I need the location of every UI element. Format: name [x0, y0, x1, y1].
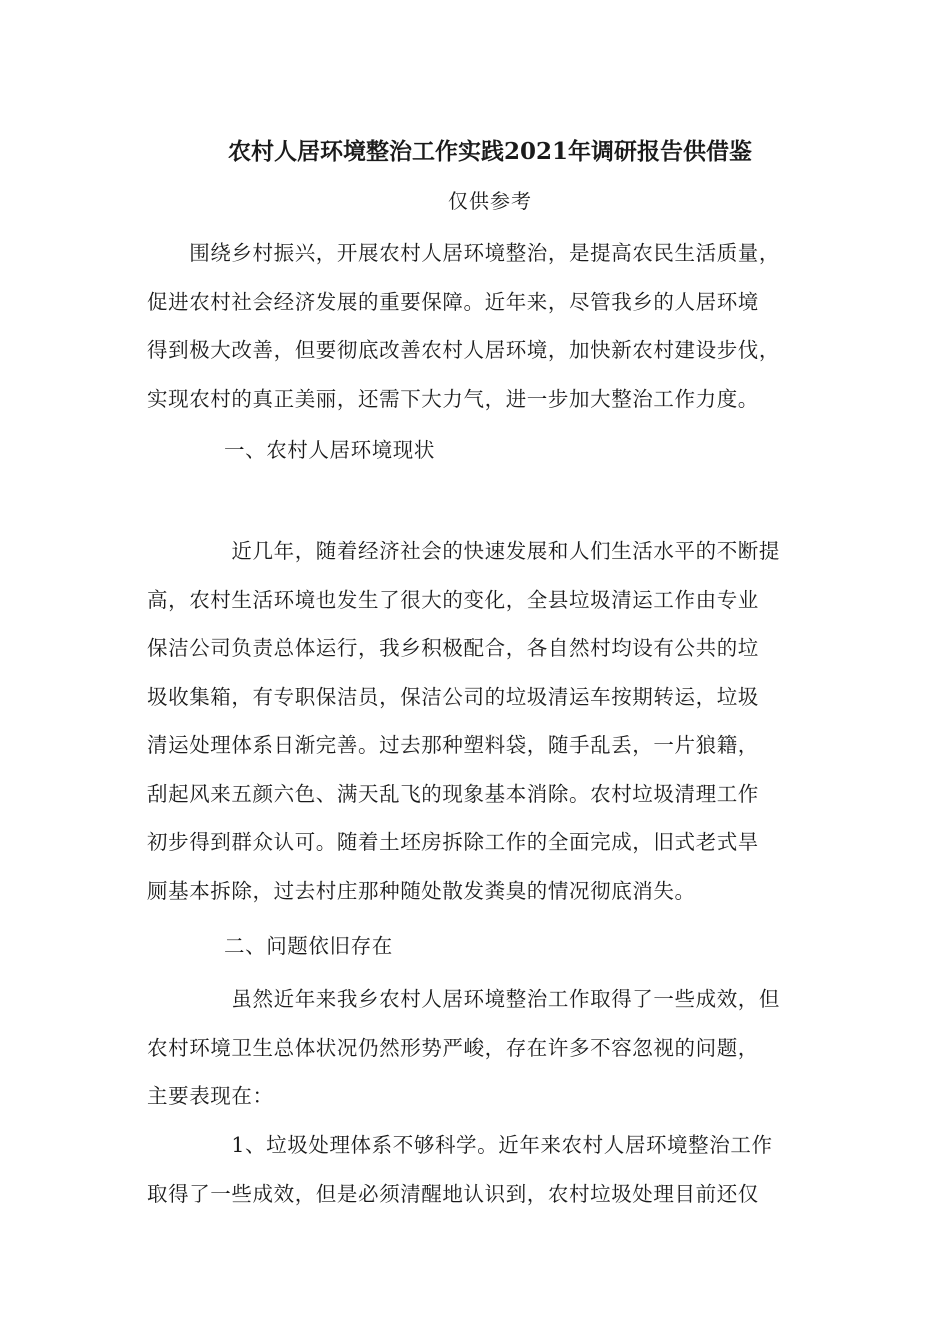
intro-line: 得到极大改善，但要彻底改善农村人居环境，加快新农村建设步伐，: [147, 338, 780, 362]
item1-paragraph: [147, 1121, 807, 1218]
section1-line: 刮起风来五颜六色、满天乱飞的现象基本消除。农村垃圾清理工作: [147, 781, 759, 806]
document-title: 农村人居环境整治工作实践2021年调研报告供借鉴: [227, 138, 752, 165]
section1-paragraph: [147, 527, 807, 915]
item1-line: 1、垃圾处理体系不够科学。近年来农村人居环境整治工作: [147, 1133, 773, 1157]
section1-line: 初步得到群众认可。随着土坯房拆除工作的全面完成，旧式老式旱: [147, 830, 759, 854]
section1-line: 圾收集箱，有专职保洁员，保洁公司的垃圾清运车按期转运，垃圾: [147, 684, 759, 709]
document-subtitle: 仅供参考: [448, 189, 532, 213]
section-heading-1: 一、农村人居环境现状: [224, 438, 435, 462]
section2-line: 农村环境卫生总体状况仍然形势严峻，存在许多不容忽视的问题，: [147, 1035, 759, 1060]
section1-line: 保洁公司负责总体运行，我乡积极配合，各自然村均设有公共的垃: [147, 636, 759, 660]
section1-line: 清运处理体系日渐完善。过去那种塑料袋，随手乱丢，一片狼籍，: [147, 733, 759, 757]
section1-line: 高，农村生活环境也发生了很大的变化，全县垃圾清运工作由专业: [147, 587, 759, 612]
section1-line: 近几年，随着经济社会的快速发展和人们生活水平的不断提: [147, 539, 780, 563]
intro-line: 实现农村的真正美丽，还需下大力气，进一步加大整治工作力度。: [147, 386, 759, 411]
section2-paragraph: [147, 975, 807, 1121]
section2-line: 主要表现在：: [147, 1084, 274, 1108]
section2-line: 虽然近年来我乡农村人居环境整治工作取得了一些成效，但: [147, 987, 780, 1011]
intro-line: 围绕乡村振兴，开展农村人居环境整治，是提高农民生活质量，: [147, 241, 780, 265]
section-heading-2: 二、问题依旧存在: [224, 934, 393, 958]
intro-line: 促进农村社会经济发展的重要保障。近年来，尽管我乡的人居环境: [147, 289, 759, 314]
item1-line: 取得了一些成效，但是必须清醒地认识到，农村垃圾处理目前还仅: [147, 1181, 759, 1206]
intro-paragraph: [147, 229, 807, 423]
section1-line: 厕基本拆除，过去村庄那种随处散发粪臭的情况彻底消失。: [147, 878, 696, 903]
